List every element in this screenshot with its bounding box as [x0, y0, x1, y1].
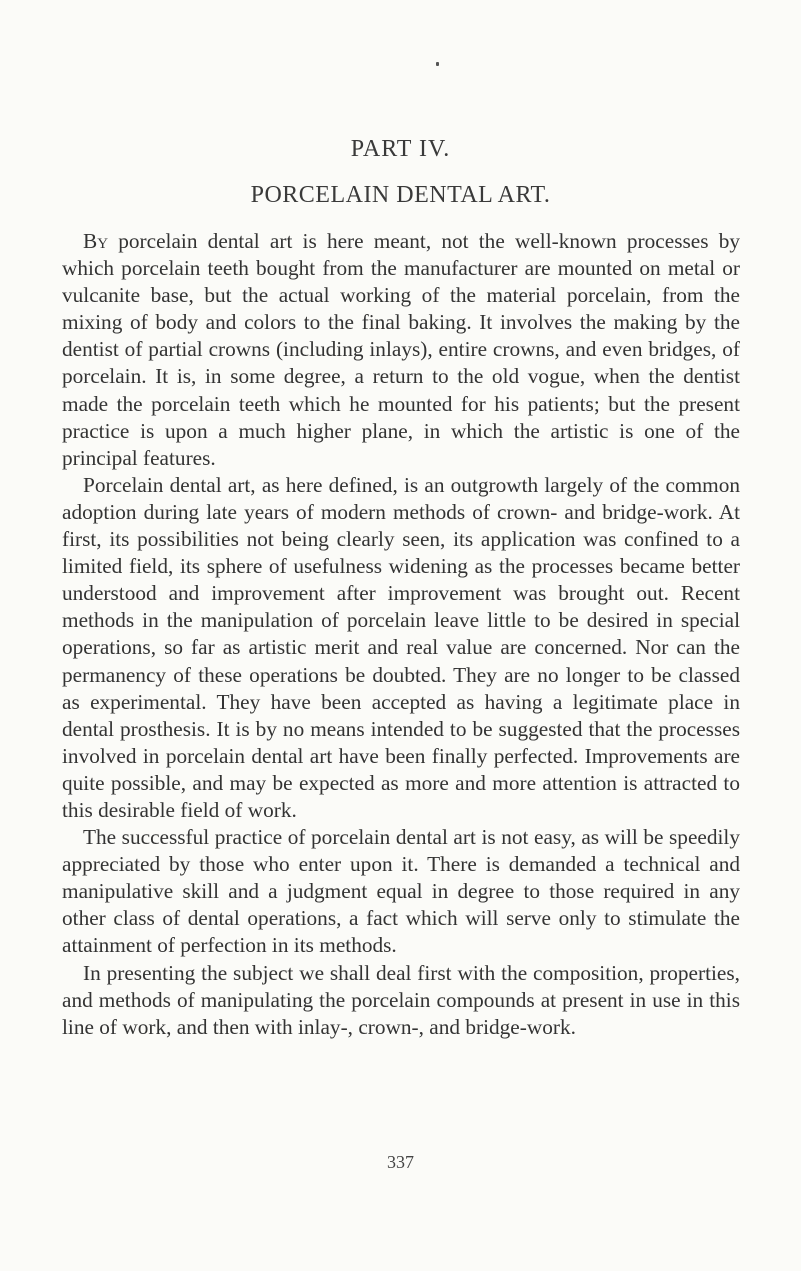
paragraph-text: The successful practice of porcelain dental art is not easy, as will be speedily appreciated by those who enter upon it. There is demanded a technical and manipulative skill and a judgment equal in degree to those required in any other class of dental operations, a fact which will serve only to stimulate the attainment of perfection in its methods. — [62, 825, 740, 958]
paragraph — [62, 960, 740, 1041]
paragraph-text: porcelain dental art is here meant, not the well-known processes by which porcelain teeth bought from the manufacturer are mounted on metal or vulcanite base, but the actual working of the material porcelain, from the mixing of body and colors to the final baking. It involves the making by the dentist of partial crowns (including inlays), entire crowns, and even bridges, of porcelain. It is, in some degree, a return to the old vogue, when the dentist made the porcelain teeth which he mounted for his patients; but the present practice is upon a much higher plane, in which the artistic is one of the principal features. — [62, 229, 740, 470]
paragraph — [62, 824, 740, 959]
paragraph-text: Porcelain dental art, as here defined, is an outgrowth largely of the common adoption during late years of modern methods of crown- and bridge-work. At first, its possibilities not being clearly seen, its application was confined to a limited field, its sphere of usefulness widening as the processes became better understood and improvement after improvement was brought out. Recent methods in the manipulation of porcelain leave little to be desired in special operations, so far as artistic merit and real value are concerned. Nor can the permanency of these operations be doubted. They are no longer to be classed as experimental. They have been accepted as having a legitimate place in dental prosthesis. It is by no means intended to be suggested that the processes involved in porcelain dental art have been finally perfected. Improvements are quite possible, and may be expected as more and more attention is attracted to this desirable field of work. — [62, 472, 740, 822]
paragraph — [62, 472, 740, 824]
part-heading: PART IV. — [350, 136, 451, 162]
chapter-heading: PORCELAIN DENTAL ART. — [250, 182, 551, 208]
paragraph — [62, 228, 740, 472]
paragraph-lead: By — [83, 229, 109, 253]
page-number: 337 — [387, 1152, 414, 1172]
paragraph-text: In presenting the subject we shall deal first with the composition, properties, and methods of manipulating the porcelain compounds at present in use in this line of work, and then with inlay-, crown-, and bridge-work. — [62, 960, 740, 1039]
body-text — [62, 228, 740, 1041]
ink-speck — [436, 62, 439, 66]
